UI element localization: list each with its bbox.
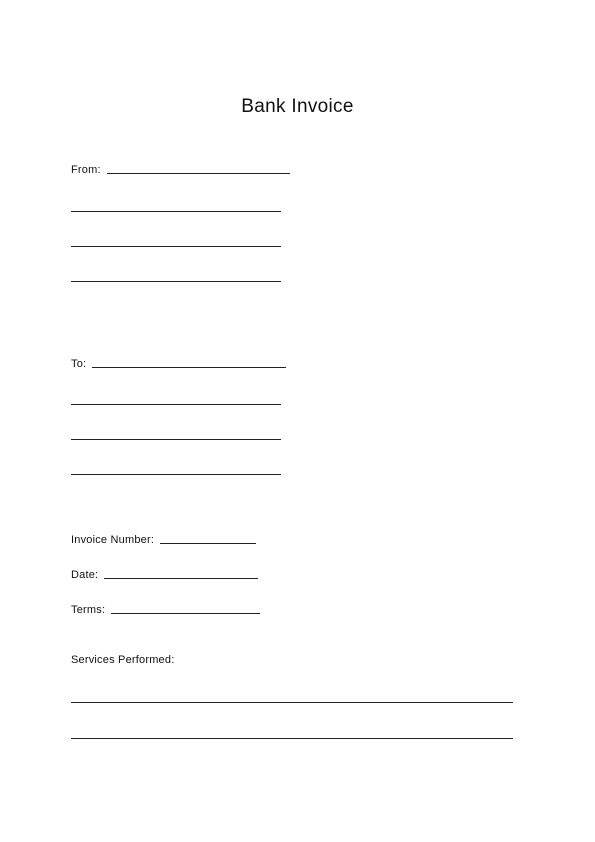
terms-label: Terms: bbox=[71, 604, 106, 616]
terms-row bbox=[71, 600, 260, 616]
to-address-line-1[interactable] bbox=[71, 404, 281, 405]
from-address-row-1 bbox=[71, 198, 281, 214]
to-address-line-3[interactable] bbox=[71, 474, 281, 475]
from-label: From: bbox=[71, 164, 101, 176]
invoice-number-field[interactable] bbox=[160, 543, 256, 544]
invoice-number-row bbox=[71, 530, 256, 546]
from-address-row-3 bbox=[71, 268, 281, 284]
to-address-row-2 bbox=[71, 426, 281, 442]
services-row-2 bbox=[71, 725, 513, 741]
from-address-line-3[interactable] bbox=[71, 281, 281, 282]
terms-field[interactable] bbox=[111, 613, 260, 614]
date-row bbox=[71, 565, 258, 581]
services-line-2[interactable] bbox=[71, 738, 513, 739]
from-address-line-1[interactable] bbox=[71, 211, 281, 212]
to-address-row-1 bbox=[71, 391, 281, 407]
from-row bbox=[71, 160, 290, 176]
date-label: Date: bbox=[71, 569, 99, 581]
to-address-row-3 bbox=[71, 461, 281, 477]
services-line-1[interactable] bbox=[71, 702, 513, 703]
services-label: Services Performed: bbox=[71, 654, 175, 666]
from-name-field[interactable] bbox=[107, 173, 290, 174]
to-address-line-2[interactable] bbox=[71, 439, 281, 440]
to-name-field[interactable] bbox=[92, 367, 286, 368]
from-address-line-2[interactable] bbox=[71, 246, 281, 247]
to-row bbox=[71, 354, 286, 370]
to-label: To: bbox=[71, 358, 87, 370]
page-title: Bank Invoice bbox=[241, 96, 354, 117]
from-address-row-2 bbox=[71, 233, 281, 249]
invoice-number-label: Invoice Number: bbox=[71, 534, 155, 546]
date-field[interactable] bbox=[104, 578, 258, 579]
services-row-1 bbox=[71, 689, 513, 705]
